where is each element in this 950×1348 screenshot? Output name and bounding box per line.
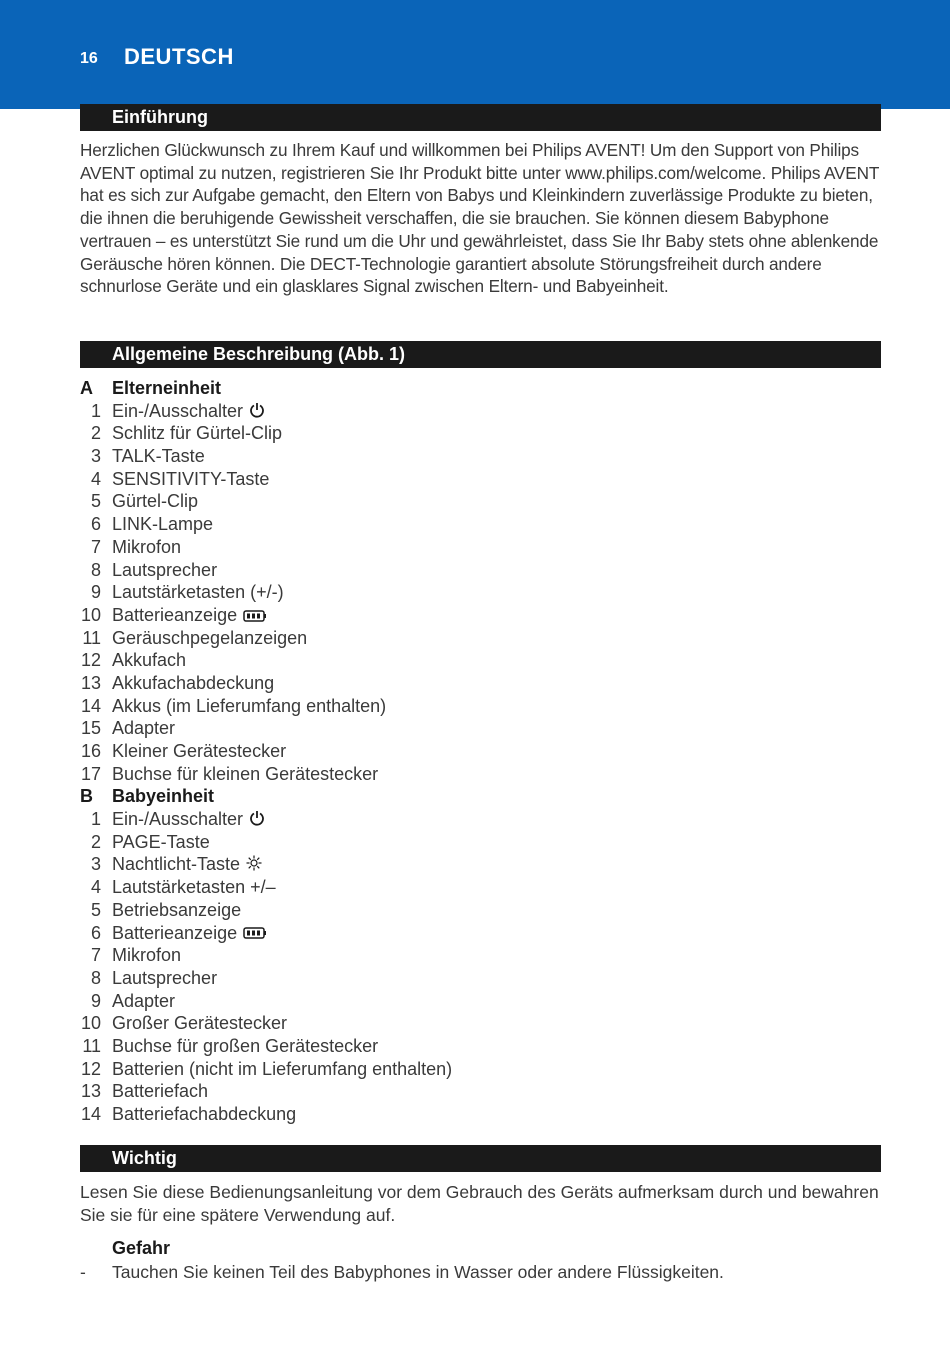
parent-unit-item bbox=[80, 604, 880, 627]
item-number: 13 bbox=[80, 1081, 101, 1102]
item-text: Kleiner Gerätestecker bbox=[112, 741, 287, 761]
baby-unit-item bbox=[80, 853, 880, 876]
item-label bbox=[112, 695, 386, 718]
item-text: LINK-Lampe bbox=[112, 514, 214, 535]
item-text: Adapter bbox=[112, 990, 176, 1011]
baby-unit-item bbox=[80, 990, 880, 1013]
item-number: 1 bbox=[90, 809, 101, 830]
baby-unit-item bbox=[80, 831, 880, 854]
bullet-text: Tauchen Sie keinen Teil des Babyphones in Wasser oder andere Flüssigkeiten. bbox=[112, 1262, 724, 1282]
item-number: 5 bbox=[90, 491, 101, 512]
parent-unit-item bbox=[80, 513, 880, 536]
parent-unit-letter: A bbox=[80, 378, 93, 398]
item-label bbox=[112, 468, 269, 491]
item-label bbox=[112, 899, 241, 922]
item-label bbox=[112, 922, 267, 946]
item-number: 13 bbox=[80, 672, 101, 693]
item-label bbox=[112, 944, 181, 967]
baby-unit-item bbox=[80, 922, 880, 945]
item-number: 7 bbox=[90, 945, 101, 966]
item-label bbox=[112, 422, 282, 445]
parent-unit-item bbox=[80, 445, 880, 468]
item-number: 3 bbox=[90, 854, 101, 875]
nightlight-icon bbox=[246, 854, 262, 877]
item-number: 14 bbox=[80, 1104, 101, 1124]
item-label bbox=[112, 740, 286, 763]
item-number: 11 bbox=[82, 627, 101, 648]
item-number: 8 bbox=[90, 967, 101, 988]
intro-paragraph: Herzlichen Glückwunsch zu Ihrem Kauf und willkommen bei Philips AVENT! Um den Support von Philips AVENT optimal zu nutzen, registrieren Sie Ihr Produkt bitte unter www.philips.com/welcome. Philips AVENT hat es sich zur Aufgabe gemacht, den Eltern von Babys und Kleinkindern zuverlässige Produkte zu bieten, die ihnen die beruhigende Gewissheit verschaffen, die sie brauchen. Sie können diesem Babyphone vertrauen – es unterstützt Sie rund um die Uhr und gewährleistet, dass Sie Ihr Baby stets ohne ablenkende Geräusche hören können. Die DECT-Technologie garantiert absolute Störungsfreiheit durch andere schnurlose Geräte und ein glasklares Signal zwischen Eltern- und Babyeinheit. bbox=[80, 140, 879, 297]
item-text: Akkufach bbox=[112, 650, 187, 671]
item-label bbox=[112, 559, 217, 582]
item-number: 2 bbox=[90, 831, 101, 852]
item-label bbox=[112, 876, 276, 899]
bullet-dash: - bbox=[80, 1262, 86, 1282]
item-number: 12 bbox=[80, 1058, 101, 1079]
item-label bbox=[112, 853, 262, 877]
section-heading-important: Wichtig bbox=[80, 1145, 881, 1172]
item-label bbox=[112, 1035, 378, 1058]
baby-unit-item bbox=[80, 1058, 880, 1081]
item-label bbox=[112, 717, 175, 740]
item-text: Adapter bbox=[112, 718, 176, 739]
item-number: 10 bbox=[80, 604, 101, 625]
item-text: Akkus (im Lieferumfang enthalten) bbox=[112, 695, 387, 716]
item-number: 9 bbox=[90, 990, 101, 1011]
item-number: 17 bbox=[80, 763, 101, 784]
item-label bbox=[112, 490, 198, 513]
item-text: SENSITIVITY-Taste bbox=[112, 468, 270, 489]
parent-unit-item bbox=[80, 627, 880, 650]
item-number: 7 bbox=[90, 536, 101, 557]
page-number: 16 bbox=[80, 50, 98, 67]
battery-icon bbox=[243, 605, 267, 628]
battery-icon bbox=[243, 922, 267, 945]
power-icon bbox=[249, 809, 265, 832]
baby-unit-item bbox=[80, 1080, 880, 1103]
parent-unit-item bbox=[80, 400, 880, 423]
item-text: Batterien (nicht im Lieferumfang enthalten) bbox=[112, 1058, 453, 1079]
item-label bbox=[112, 627, 307, 650]
item-text: Ein-/Ausschalter bbox=[112, 809, 244, 830]
item-label bbox=[112, 1012, 287, 1035]
item-text: PAGE-Taste bbox=[112, 831, 210, 852]
item-label bbox=[112, 1058, 452, 1081]
parent-unit-title: Elterneinheit bbox=[112, 378, 222, 398]
item-text: Lautstärketasten (+/-) bbox=[112, 582, 284, 603]
baby-unit-title: Babyeinheit bbox=[112, 786, 215, 807]
item-text: Großer Gerätestecker bbox=[112, 1013, 288, 1034]
parent-unit-item bbox=[80, 581, 880, 604]
parent-unit-item bbox=[80, 468, 880, 491]
item-text: Schlitz für Gürtel-Clip bbox=[112, 423, 283, 444]
item-text: TALK-Taste bbox=[112, 446, 205, 467]
item-text: Gürtel-Clip bbox=[112, 491, 199, 512]
item-label bbox=[112, 1103, 296, 1126]
item-text: Batterieanzeige bbox=[112, 922, 238, 943]
parts-list bbox=[80, 377, 880, 1126]
parent-unit-item bbox=[80, 490, 880, 513]
item-label bbox=[112, 604, 267, 628]
power-icon bbox=[249, 401, 265, 424]
item-number: 15 bbox=[80, 718, 101, 739]
parent-unit-item bbox=[80, 536, 880, 559]
item-text: Nachtlicht-Taste bbox=[112, 854, 241, 875]
important-paragraph: Lesen Sie diese Bedienungsanleitung vor dem Gebrauch des Geräts aufmerksam durch und bewahren Sie sie für eine spätere Verwendung auf. bbox=[80, 1182, 879, 1225]
item-label bbox=[112, 808, 265, 832]
item-label bbox=[112, 831, 210, 854]
item-number: 4 bbox=[90, 877, 101, 898]
section-heading-description: Allgemeine Beschreibung (Abb. 1) bbox=[80, 341, 881, 368]
item-text: Akkufachabdeckung bbox=[112, 672, 275, 693]
item-number: 8 bbox=[90, 559, 101, 580]
item-number: 16 bbox=[80, 741, 101, 761]
baby-unit-letter: B bbox=[80, 786, 93, 807]
danger-heading: Gefahr bbox=[112, 1238, 171, 1258]
item-text: Geräuschpegelanzeigen bbox=[112, 627, 308, 648]
item-number: 12 bbox=[80, 650, 101, 671]
item-label bbox=[112, 445, 205, 468]
parent-unit-item bbox=[80, 422, 880, 445]
baby-unit-item bbox=[80, 899, 880, 922]
baby-unit-item bbox=[80, 967, 880, 990]
item-number: 10 bbox=[80, 1013, 101, 1034]
item-text: Mikrofon bbox=[112, 536, 182, 557]
item-number: 9 bbox=[90, 582, 101, 603]
baby-unit-item bbox=[80, 1012, 880, 1035]
item-text: Buchse für kleinen Gerätestecker bbox=[112, 763, 379, 784]
baby-unit-item bbox=[80, 944, 880, 967]
item-text: Batteriefachabdeckung bbox=[112, 1104, 297, 1124]
item-label bbox=[112, 649, 186, 672]
item-label bbox=[112, 990, 175, 1013]
baby-unit-item bbox=[80, 1035, 880, 1058]
item-text: Lautstärketasten +/– bbox=[112, 877, 276, 898]
item-label bbox=[112, 1080, 208, 1103]
item-number: 5 bbox=[90, 899, 101, 920]
parent-unit-item bbox=[80, 559, 880, 582]
item-text: Lautsprecher bbox=[112, 559, 218, 580]
parent-unit-item bbox=[80, 672, 880, 695]
item-label bbox=[112, 763, 378, 786]
item-text: Mikrofon bbox=[112, 945, 182, 966]
parent-unit-item bbox=[80, 740, 880, 763]
item-text: Betriebsanzeige bbox=[112, 899, 242, 920]
section-heading-intro: Einführung bbox=[80, 104, 881, 131]
language-title: DEUTSCH bbox=[124, 44, 234, 69]
item-label bbox=[112, 536, 181, 559]
item-number: 11 bbox=[82, 1035, 101, 1056]
parent-unit-item bbox=[80, 695, 880, 718]
parent-unit-item bbox=[80, 763, 880, 786]
item-text: Batteriefach bbox=[112, 1081, 209, 1102]
item-label bbox=[112, 513, 213, 536]
item-number: 6 bbox=[90, 922, 101, 943]
item-number: 4 bbox=[90, 468, 101, 489]
parent-unit-item bbox=[80, 717, 880, 740]
item-number: 1 bbox=[90, 400, 101, 421]
item-number: 3 bbox=[90, 446, 101, 467]
item-number: 2 bbox=[90, 423, 101, 444]
item-text: Batterieanzeige bbox=[112, 604, 238, 625]
item-text: Lautsprecher bbox=[112, 967, 218, 988]
baby-unit-item bbox=[80, 808, 880, 831]
item-label bbox=[112, 581, 284, 604]
baby-unit-item bbox=[80, 876, 880, 899]
item-label bbox=[112, 967, 217, 990]
parent-unit-item bbox=[80, 649, 880, 672]
baby-unit-heading bbox=[80, 785, 880, 808]
item-label bbox=[112, 400, 265, 424]
item-text: Ein-/Ausschalter bbox=[112, 400, 244, 421]
item-text: Buchse für großen Gerätestecker bbox=[112, 1035, 379, 1056]
item-number: 14 bbox=[80, 695, 101, 716]
parent-unit-heading bbox=[80, 377, 880, 400]
item-label bbox=[112, 672, 274, 695]
baby-unit-item bbox=[80, 1103, 880, 1126]
item-number: 6 bbox=[90, 514, 101, 535]
